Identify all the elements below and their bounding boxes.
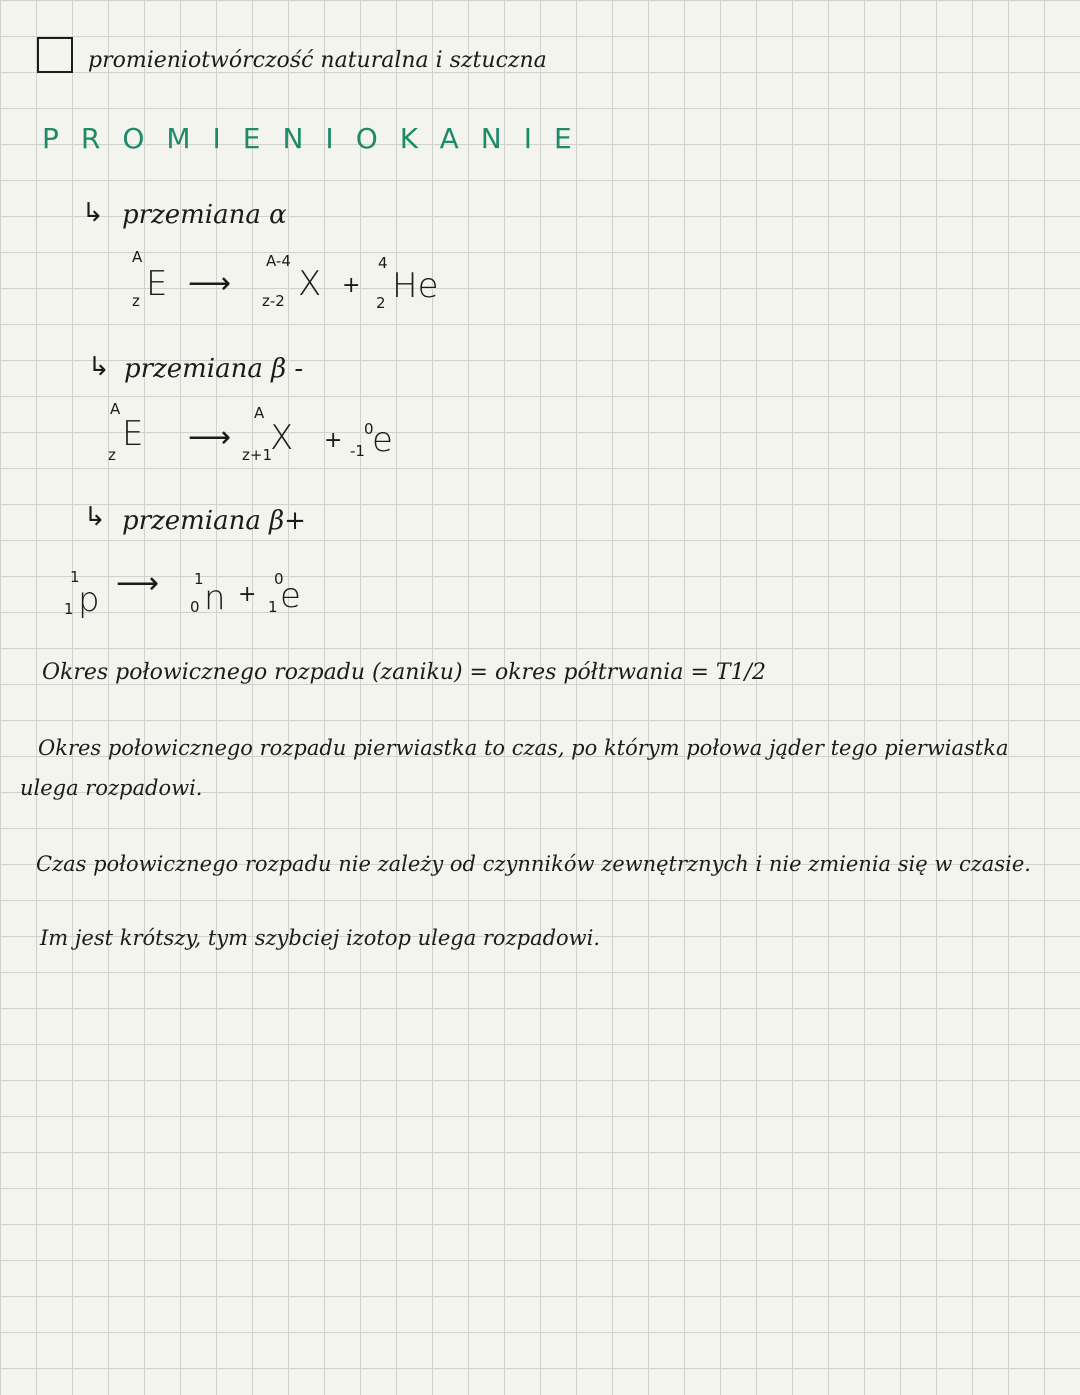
arrow-mark-icon: ↳ <box>84 502 106 532</box>
beta-plus-emitted-mass: 0 <box>274 570 284 588</box>
half-life-independence: Czas połowicznego rozpadu nie zależy od czynników zewnętrznych i nie zmienia się w czasie. <box>36 852 1031 876</box>
beta-plus-arrow-icon: ⟶ <box>116 566 160 601</box>
beta-minus-lhs-atomic: z <box>108 446 116 464</box>
beta-plus-emitted-symbol: e <box>280 576 301 616</box>
alpha-lhs-mass: A <box>132 248 143 266</box>
alpha-arrow-icon: ⟶ <box>188 266 232 301</box>
beta-minus-emitted-atomic: -1 <box>350 442 365 460</box>
half-life-speed: Im jest krótszy, tym szybciej izotop ulega rozpadowi. <box>40 926 601 950</box>
section-heading: PROMIENIOKANIE <box>42 122 594 155</box>
checkbox[interactable] <box>37 37 73 73</box>
alpha-emitted-atomic: 2 <box>376 294 386 312</box>
half-life-explanation-line-2: ulega rozpadowi. <box>20 776 203 800</box>
beta-plus-product-atomic: 0 <box>190 598 200 616</box>
beta-minus-lhs-symbol: E <box>122 414 144 454</box>
alpha-product-symbol: X <box>298 264 322 304</box>
beta-minus-arrow-icon: ⟶ <box>188 420 232 455</box>
beta-plus-product-mass: 1 <box>194 570 204 588</box>
beta-minus-emitted-symbol: e <box>372 420 393 460</box>
alpha-emitted-mass: 4 <box>378 254 388 272</box>
half-life-definition: Okres połowicznego rozpadu (zaniku) = okres półtrwania = T1/2 <box>42 660 766 685</box>
beta-minus-product-atomic: z+1 <box>242 446 272 464</box>
beta-minus-emitted-mass: 0 <box>364 420 374 438</box>
beta-plus-emitted-atomic: 1 <box>268 598 278 616</box>
beta-minus-label: przemiana β - <box>124 354 304 384</box>
arrow-mark-icon: ↳ <box>88 352 110 382</box>
beta-minus-plus: + <box>324 428 343 453</box>
beta-plus-label: przemiana β+ <box>122 506 306 536</box>
alpha-lhs-symbol: E <box>146 264 168 304</box>
alpha-label: przemiana α <box>122 200 287 230</box>
alpha-product-mass: A-4 <box>266 252 291 270</box>
beta-plus-lhs-mass: 1 <box>70 568 80 586</box>
alpha-emitted-symbol: He <box>392 266 439 306</box>
alpha-lhs-atomic: z <box>132 292 140 310</box>
alpha-plus: + <box>342 273 361 298</box>
beta-minus-product-mass: A <box>254 404 265 422</box>
arrow-mark-icon: ↳ <box>82 198 104 228</box>
beta-plus-plus: + <box>238 582 257 607</box>
page-title: promieniotwórczość naturalna i sztuczna <box>88 48 547 73</box>
beta-plus-lhs-atomic: 1 <box>64 600 74 618</box>
alpha-product-atomic: z-2 <box>262 292 285 310</box>
beta-minus-product-symbol: X <box>270 418 294 458</box>
beta-plus-product-symbol: n <box>204 578 226 618</box>
half-life-explanation-line-1: Okres połowicznego rozpadu pierwiastka to czas, po którym połowa jąder tego pierwiastka <box>38 736 1009 760</box>
beta-plus-lhs-symbol: p <box>78 580 100 620</box>
beta-minus-lhs-mass: A <box>110 400 121 418</box>
